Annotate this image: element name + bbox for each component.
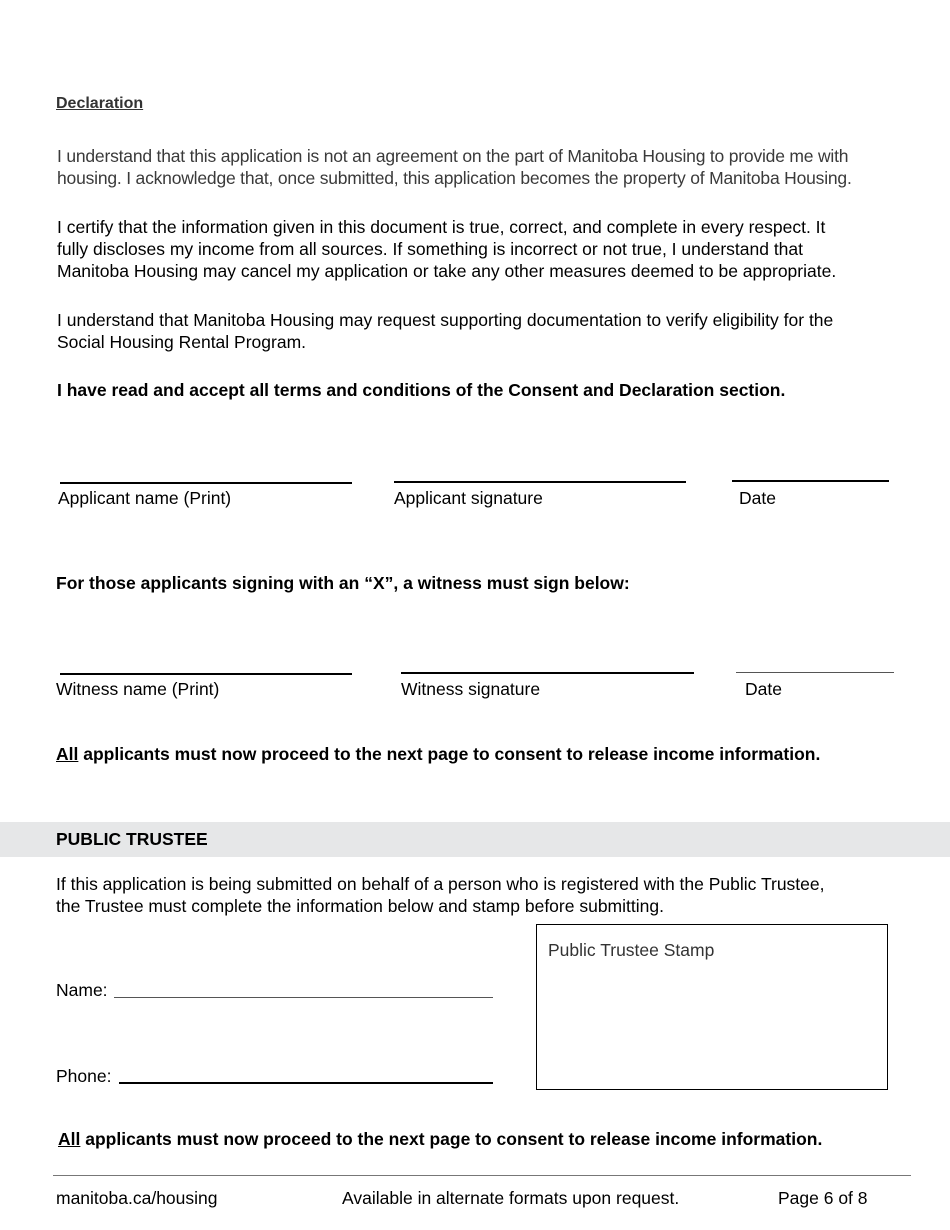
proceed-notice-bottom-text: applicants must now proceed to the next page to consent to release income information. [80,1129,823,1149]
proceed-notice [56,743,936,765]
witness-name-label: Witness name (Print) [56,679,220,699]
accept-statement: I have read and accept all terms and conditions of the Consent and Declaration section. [57,380,786,400]
trustee-phone-field[interactable] [119,1082,493,1084]
declaration-paragraph-3-line-1: I understand that Manitoba Housing may request supporting documentation to verify eligibility for the [57,310,834,330]
declaration-paragraph-2-line-1: I certify that the information given in this document is true, correct, and complete in every respect. It [57,217,826,237]
applicant-signature-line[interactable] [394,481,686,483]
witness-instruction: For those applicants signing with an “X”, a witness must sign below: [56,573,630,593]
witness-date-label: Date [745,679,782,699]
proceed-notice-emphasis: All [56,744,79,764]
applicant-signature-label: Applicant signature [394,488,543,508]
trustee-name-label: Name: [56,980,108,1000]
applicant-name-label: Applicant name (Print) [58,488,232,508]
witness-date-line[interactable] [736,672,894,673]
witness-signature-label: Witness signature [401,679,541,699]
declaration-paragraph-2-line-3: Manitoba Housing may cancel my application or take any other measures deemed to be appropriate. [57,261,837,281]
trustee-phone-label: Phone: [56,1066,112,1086]
declaration-paragraph-3-line-2: Social Housing Rental Program. [57,332,307,352]
public-trustee-intro [56,873,936,917]
footer-website-link[interactable]: manitoba.ca/housing [56,1188,218,1208]
footer-alternate-formats: Available in alternate formats upon request. [342,1188,680,1208]
proceed-notice-text: applicants must now proceed to the next page to consent to release income information. [78,744,821,764]
applicant-name-line[interactable] [60,482,352,484]
proceed-notice-bottom-emphasis: All [58,1129,81,1149]
public-trustee-title: PUBLIC TRUSTEE [56,829,208,849]
footer-divider [53,1175,911,1176]
applicant-date-line[interactable] [732,480,889,482]
declaration-paragraph-3 [57,309,907,353]
public-trustee-stamp-label: Public Trustee Stamp [548,940,715,960]
declaration-paragraph-1-line-1: I understand that this application is not an agreement on the part of Manitoba Housing to provide me with [57,146,849,166]
declaration-paragraph-1 [57,145,907,189]
applicant-date-label: Date [739,488,776,508]
witness-name-line[interactable] [60,673,352,675]
proceed-notice-bottom [58,1128,938,1150]
declaration-title: Declaration [56,95,144,112]
witness-signature-line[interactable] [401,672,694,674]
public-trustee-intro-line-1: If this application is being submitted on behalf of a person who is registered with the Public Trustee, [56,874,825,894]
trustee-name-field[interactable] [114,997,493,998]
declaration-paragraph-1-line-2: housing. I acknowledge that, once submitted, this application becomes the property of Manitoba Housing. [57,168,852,188]
public-trustee-intro-line-2: the Trustee must complete the information below and stamp before submitting. [56,896,664,916]
footer-page-number: Page 6 of 8 [778,1188,868,1208]
declaration-paragraph-2 [57,216,907,282]
declaration-paragraph-2-line-2: fully discloses my income from all sources. If something is incorrect or not true, I understand that [57,239,804,259]
